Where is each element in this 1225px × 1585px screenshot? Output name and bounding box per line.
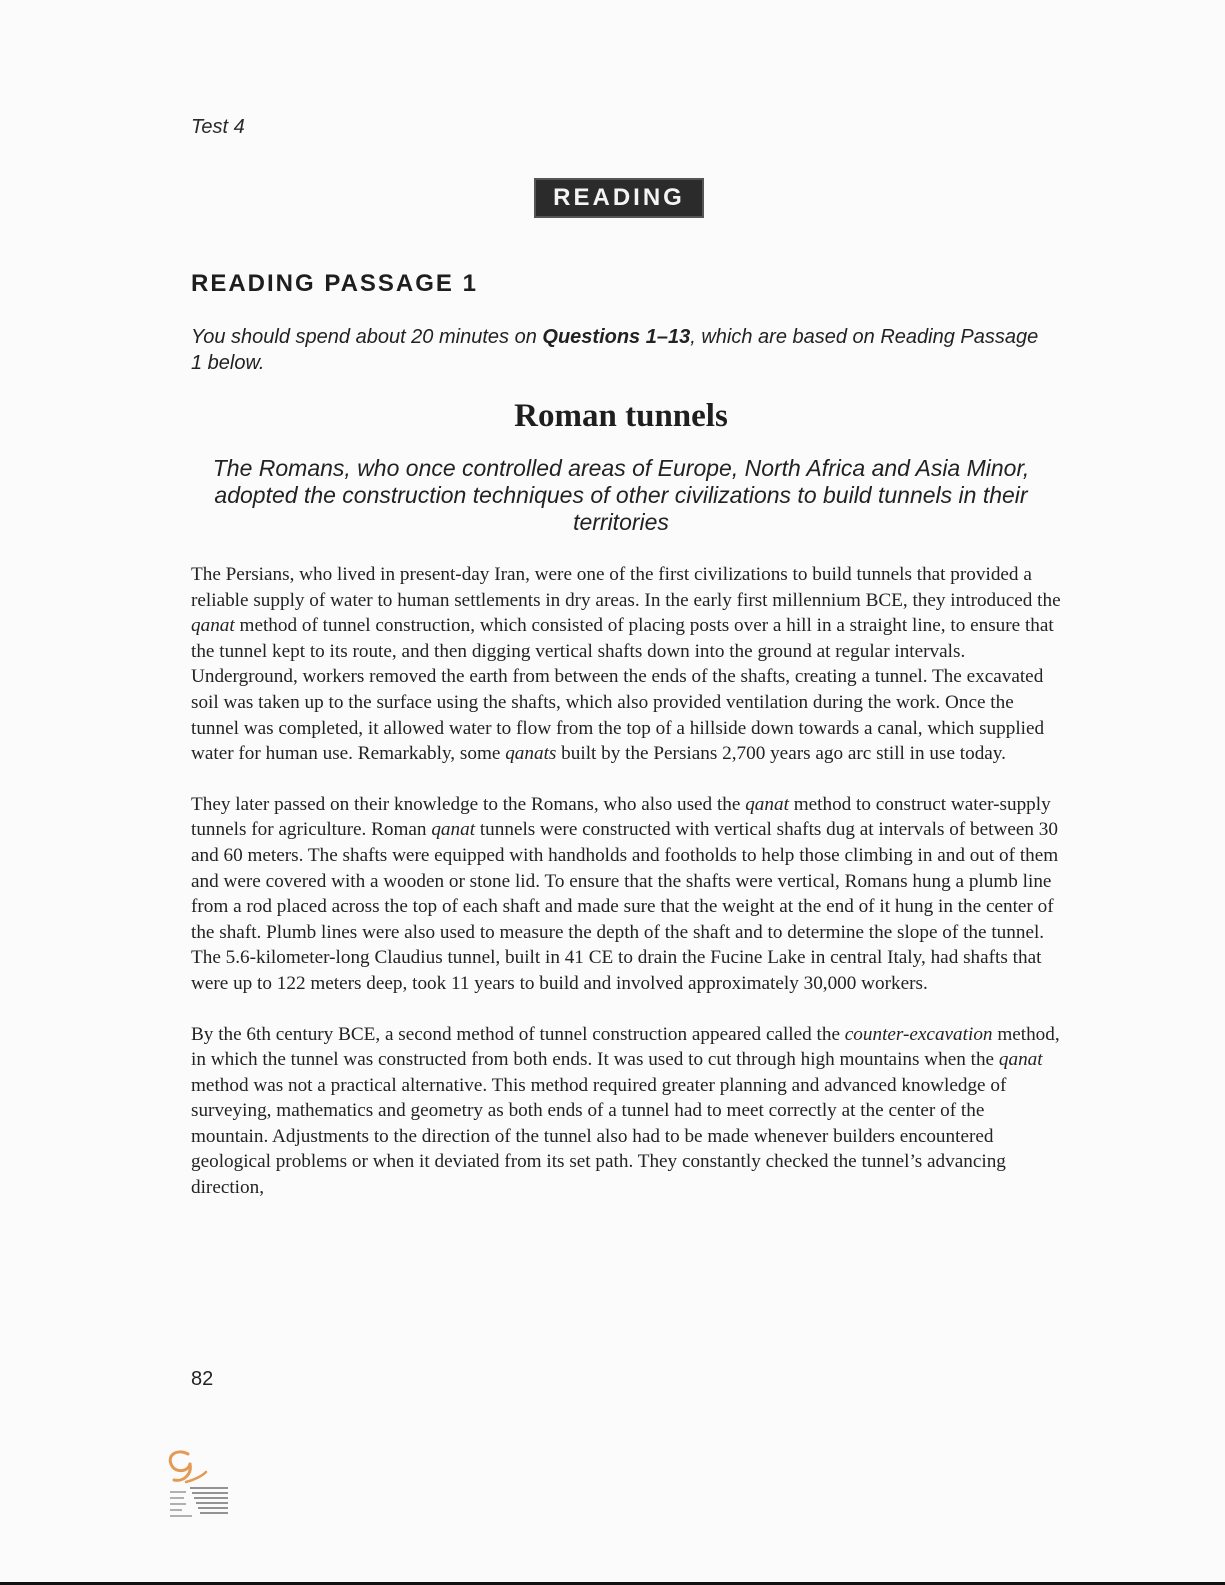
section-badge: READING bbox=[534, 178, 704, 218]
instructions-part2: , which are based on Reading Passage 1 below. bbox=[191, 326, 1039, 374]
body-paragraph bbox=[191, 1022, 1061, 1201]
paragraph-text: tunnels were constructed with vertical shafts dug at intervals of between 30 and 60 meters. The shafts were equipped with handholds and footholds to help those climbing in and out of them and were covered with a wooden or stone lid. To ensure that the shafts were vertical, Romans hung a plumb line from a rod placed across the top of each shaft and made sure that the weight at the end of it hung in the center of the shaft. Plumb lines were also used to measure the depth of the shaft and to determine the slope of the tunnel. The 5.6-kilometer-long Claudius tunnel, built in 41 CE to drain the Fucine Lake in central Italy, had shafts that were up to 122 meters deep, took 11 years to build and involved approximately 30,000 workers. bbox=[191, 819, 1059, 994]
publisher-logo-icon bbox=[162, 1446, 242, 1528]
paragraph-text: method was not a practical alternative. This method required greater planning and advanced knowledge of surveying, mathematics and geometry as both ends of a tunnel had to meet correctly at the center of the mountain. Adjustments to the direction of the tunnel also had to be made whenever builders encountered geological problems or when it deviated from its set path. They constantly checked the tunnel’s advancing direction, bbox=[191, 1074, 1007, 1199]
article-body bbox=[191, 562, 1061, 1226]
instructions-questions: Questions 1–13 bbox=[542, 326, 691, 348]
instructions-part1: You should spend about 20 minutes on bbox=[191, 326, 543, 348]
body-paragraph bbox=[191, 792, 1061, 997]
italic-term: qanat bbox=[191, 615, 235, 637]
paragraph-text: method to construct water-supply tunnels for agriculture. Roman bbox=[191, 793, 1051, 841]
paragraph-text: They later passed on their knowledge to the Romans, who also used the bbox=[191, 793, 746, 815]
instructions bbox=[191, 324, 1051, 376]
passage-heading: READING PASSAGE 1 bbox=[191, 270, 478, 297]
italic-term: qanat bbox=[431, 819, 476, 841]
italic-term: counter-excavation bbox=[844, 1023, 993, 1045]
paragraph-text: The Persians, who lived in present-day Iran, were one of the first civilizations to build tunnels that provided a reliable supply of water to human settlements in dry areas. In the early first millennium BCE, they introduced the bbox=[191, 564, 1061, 611]
paragraph-text: method, in which the tunnel was constructed from both ends. It was used to cut through high mountains when the bbox=[191, 1023, 1060, 1071]
body-paragraph bbox=[191, 562, 1061, 767]
paragraph-text: built by the Persians 2,700 years ago arc still in use today. bbox=[556, 743, 1006, 765]
test-label: Test 4 bbox=[191, 116, 245, 138]
italic-term: qanats bbox=[505, 743, 557, 765]
article-subtitle: The Romans, who once controlled areas of Europe, North Africa and Asia Minor, adopted the construction techniques of other civilizations to build tunnels in their territories bbox=[212, 455, 1030, 535]
italic-term: qanat bbox=[998, 1049, 1043, 1071]
page-number: 82 bbox=[191, 1368, 214, 1390]
paragraph-text: method of tunnel construction, which consisted of placing posts over a hill in a straight line, to ensure that the tunnel kept to its route, and then digging vertical shafts down into the ground at regular intervals. Underground, workers removed the earth from between the ends of the shafts, creating a tunnel. The excavated soil was taken up to the surface using the shafts, which also provided ventilation during the work. Once the tunnel was completed, it allowed water to flow from the top of a hillside down towards a canal, which supplied water for human use. Remarkably, some bbox=[191, 615, 1054, 765]
article-title: Roman tunnels bbox=[514, 398, 728, 434]
italic-term: qanat bbox=[745, 793, 789, 815]
paragraph-text: By the 6th century BCE, a second method of tunnel construction appeared called the bbox=[191, 1023, 845, 1045]
